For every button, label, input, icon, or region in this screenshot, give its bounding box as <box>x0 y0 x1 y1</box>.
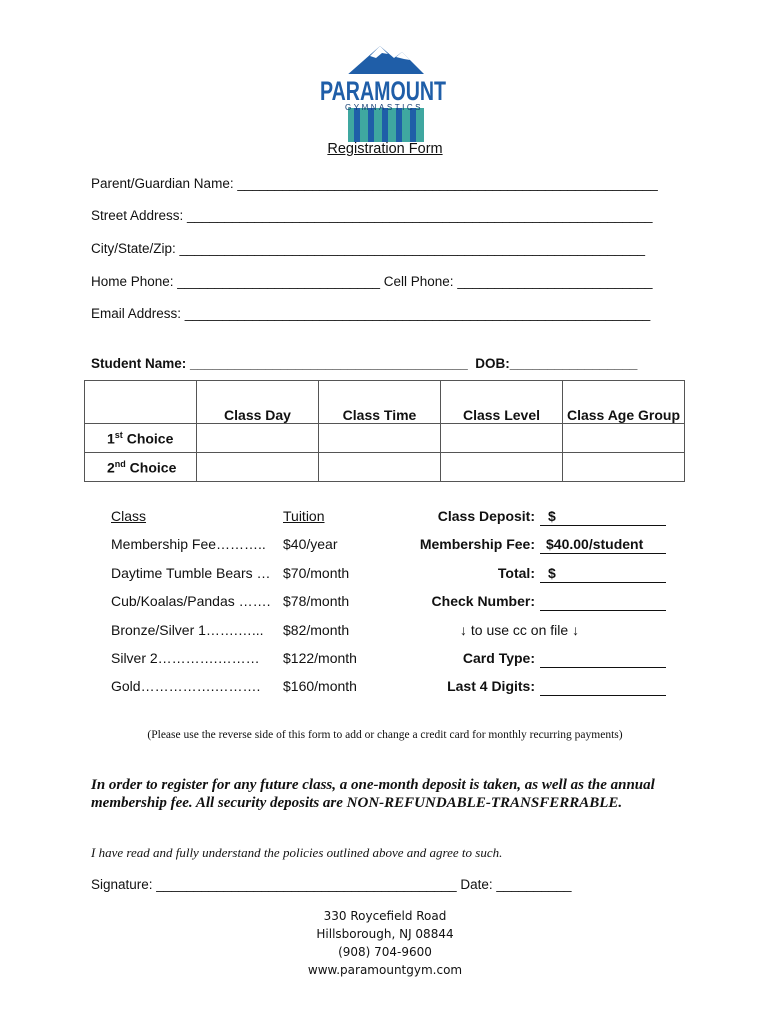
footer-phone: (908) 704-9600 <box>338 945 432 959</box>
list-item: Silver 2………….……… <box>111 650 260 666</box>
first-choice-age-cell[interactable] <box>563 424 685 453</box>
city-state-zip-field[interactable]: City/State/Zip: ______________________________________________________________ <box>91 241 646 256</box>
class-time-header: Class Time <box>319 381 441 424</box>
second-choice-time-cell[interactable] <box>319 453 441 482</box>
list-item-price: $160/month <box>283 678 357 694</box>
second-choice-age-cell[interactable] <box>563 453 685 482</box>
first-choice-day-cell[interactable] <box>197 424 319 453</box>
paramount-logo <box>318 44 450 144</box>
list-item-price: $122/month <box>283 650 357 666</box>
card-type-label: Card Type: <box>462 650 535 666</box>
table-row <box>85 424 685 453</box>
class-deposit-value: $ <box>548 508 556 524</box>
svg-text:PARAMOUNT: PARAMOUNT <box>320 76 447 106</box>
first-choice-time-cell[interactable] <box>319 424 441 453</box>
list-item: Membership Fee……….. <box>111 536 266 552</box>
email-address-field[interactable]: Email Address: ______________________________________________________________ <box>91 306 651 321</box>
list-item: Gold…………….………. <box>111 678 261 694</box>
arrow-down-icon: ↓ <box>572 622 580 638</box>
total-label: Total: <box>497 565 535 581</box>
last-four-digits-field[interactable] <box>540 678 666 696</box>
membership-fee-label: Membership Fee: <box>419 536 535 552</box>
total-field[interactable] <box>540 565 666 583</box>
signature-date-field[interactable]: Signature: ________________________________________ Date: __________ <box>91 877 572 892</box>
list-item-price: $78/month <box>283 593 350 609</box>
class-level-header: Class Level <box>441 381 563 424</box>
credit-card-note: (Please use the reverse side of this form to add or change a credit card for monthly recurring payments) <box>147 729 623 741</box>
membership-fee-field[interactable] <box>540 536 666 554</box>
svg-text:GYMNASTICS: GYMNASTICS <box>345 103 423 112</box>
last-four-digits-label: Last 4 Digits: <box>447 678 535 694</box>
table-header-row <box>85 381 685 424</box>
list-item-price: $40/year <box>283 536 338 552</box>
table-row <box>85 453 685 482</box>
check-number-label: Check Number: <box>431 593 535 609</box>
first-choice-level-cell[interactable] <box>441 424 563 453</box>
second-choice-day-cell[interactable] <box>197 453 319 482</box>
second-choice-label: 2nd Choice <box>85 453 197 482</box>
list-item: Daytime Tumble Bears … <box>111 565 271 581</box>
phone-fields[interactable]: Home Phone: ___________________________ Cell Phone: __________________________ <box>91 274 653 289</box>
agreement-statement: I have read and fully understand the policies outlined above and agree to such. <box>91 845 503 860</box>
membership-fee-value: $40.00/student <box>546 536 644 552</box>
class-deposit-field[interactable] <box>540 508 666 526</box>
list-item: Cub/Koalas/Pandas ……. <box>111 593 271 609</box>
list-item-price: $70/month <box>283 565 350 581</box>
class-day-header: Class Day <box>197 381 319 424</box>
mountain-logo-icon <box>318 44 450 144</box>
form-title: Registration Form <box>327 141 443 157</box>
first-choice-label: 1st Choice <box>85 424 197 453</box>
parent-guardian-field[interactable]: Parent/Guardian Name: ________________________________________________________ <box>91 176 658 191</box>
card-type-field[interactable] <box>540 650 666 668</box>
footer-address-line2: Hillsborough, NJ 08844 <box>316 927 454 941</box>
class-column-header: Class <box>111 508 147 524</box>
footer-website[interactable]: www.paramountgym.com <box>307 963 463 977</box>
class-deposit-label: Class Deposit: <box>437 508 535 524</box>
check-number-field[interactable] <box>540 593 666 611</box>
footer-address-line1: 330 Roycefield Road <box>323 909 447 923</box>
total-value: $ <box>548 565 556 581</box>
tuition-column-header: Tuition <box>283 508 325 524</box>
cc-on-file-note <box>460 622 579 638</box>
deposit-policy: In order to register for any future class, a one-month deposit is taken, as well as the annual membership fee. All security deposits are NON-REFUNDABLE-TRANSFERRABLE. <box>91 777 655 811</box>
class-choice-table <box>84 380 685 482</box>
arrow-down-icon: ↓ <box>460 622 467 638</box>
list-item: Bronze/Silver 1…….…... <box>111 622 264 638</box>
second-choice-level-cell[interactable] <box>441 453 563 482</box>
class-age-group-header: Class Age Group <box>563 381 685 424</box>
cc-note-text: to use cc on file <box>470 622 569 638</box>
blank-header-cell <box>85 381 197 424</box>
student-name-dob-field[interactable]: Student Name: _____________________________________ DOB:_________________ <box>91 356 638 371</box>
street-address-field[interactable]: Street Address: ______________________________________________________________ <box>91 208 653 223</box>
list-item-price: $82/month <box>283 622 350 638</box>
